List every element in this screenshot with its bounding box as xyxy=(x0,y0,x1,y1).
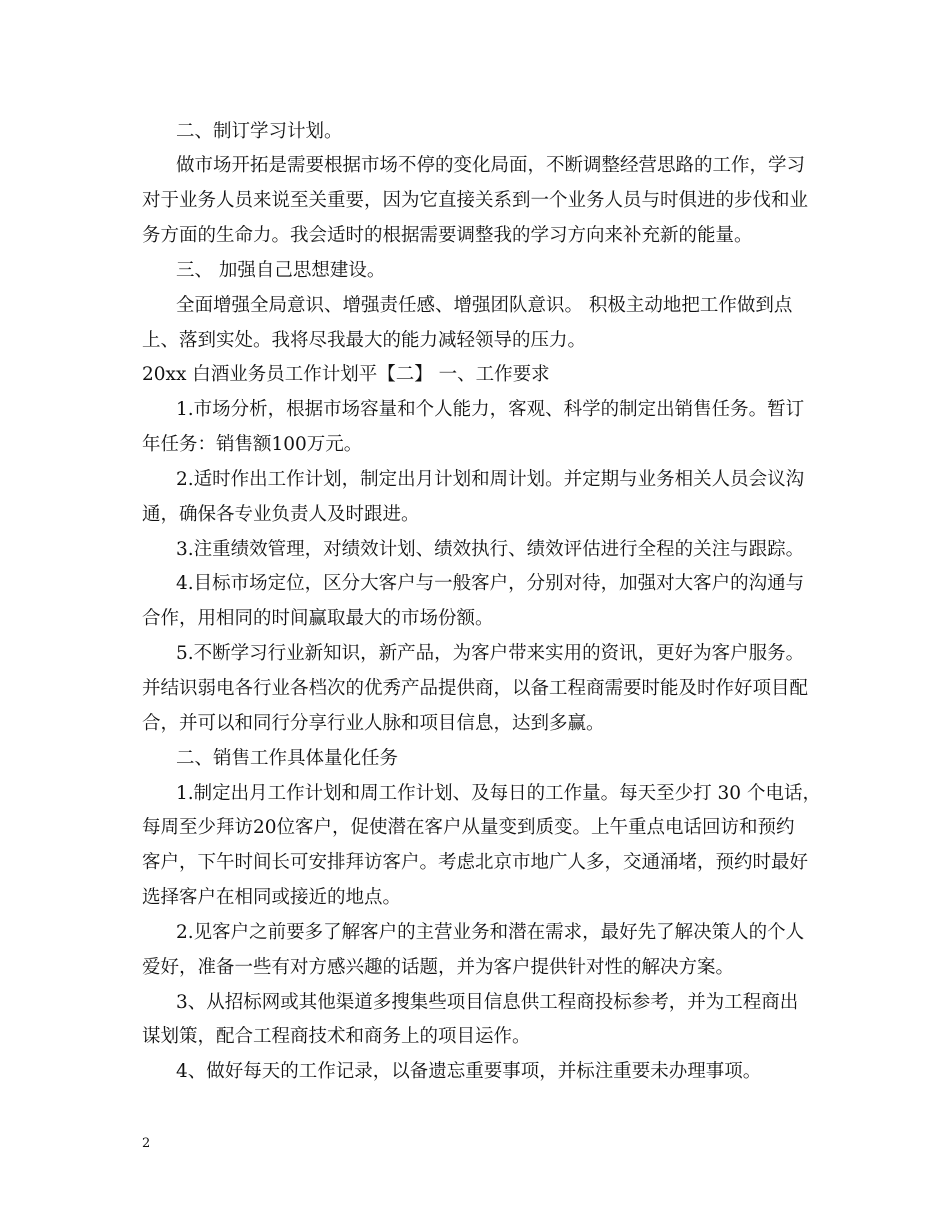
paragraph-line: 谋划策，配合工程商技术和商务上的项目运作。 xyxy=(142,1026,531,1047)
paragraph-line: 并结识弱电各行业各档次的优秀产品提供商，以备工程商需要时能及时作好项目配 xyxy=(142,678,809,699)
paragraph-line: 1.制定出月工作计划和周工作计划、及每日的工作量。每天至少打 30 个电话， xyxy=(176,783,821,804)
paragraph-line: 1.市场分析，根据市场容量和个人能力，客观、科学的制定出销售任务。暂订 xyxy=(176,399,805,420)
paragraph-line: 合作，用相同的时间赢取最大的市场份额。 xyxy=(142,608,494,629)
paragraph-line: 4、做好每天的工作记录，以备遗忘重要事项，并标注重要未办理事项。 xyxy=(176,1061,762,1082)
paragraph-line: 务方面的生命力。我会适时的根据需要调整我的学习方向来补充新的能量。 xyxy=(142,225,753,246)
paragraph-line: 4.目标市场定位，区分大客户与一般客户，分别对待，加强对大客户的沟通与 xyxy=(176,573,805,594)
paragraph-line: 合，并可以和同行分享行业人脉和项目信息，达到多赢。 xyxy=(142,713,605,734)
paragraph-line: 2.适时作出工作计划，制定出月计划和周计划。并定期与业务相关人员会议沟 xyxy=(176,469,805,490)
paragraph-line: 3.注重绩效管理，对绩效计划、绩效执行、绩效评估进行全程的关注与跟踪。 xyxy=(176,539,805,560)
paragraph-line: 3、从招标网或其他渠道多搜集些项目信息供工程商投标参考，并为工程商出 xyxy=(176,992,799,1013)
paragraph-line: 三、 加强自己思想建设。 xyxy=(176,260,386,281)
paragraph-line: 二、销售工作具体量化任务 xyxy=(176,748,399,769)
paragraph-line: 每周至少拜访20位客户，促使潜在客户从量变到质变。上午重点电话回访和预约 xyxy=(142,817,795,838)
page-number: 2 xyxy=(142,1136,151,1151)
paragraph-line: 客户，下午时间长可安排拜访客户。考虑北京市地广人多，交通涌堵，预约时最好 xyxy=(142,852,809,873)
paragraph-line: 选择客户在相同或接近的地点。 xyxy=(142,887,402,908)
paragraph-line: 全面增强全局意识、增强责任感、增强团队意识。 积极主动地把工作做到点 xyxy=(176,295,793,316)
paragraph-line: 通，确保各专业负责人及时跟进。 xyxy=(142,504,420,525)
paragraph-line: 上、落到实处。我将尽我最大的能力减轻领导的压力。 xyxy=(142,330,587,351)
paragraph-line: 爱好，准备一些有对方感兴趣的话题，并为客户提供针对性的解决方案。 xyxy=(142,957,735,978)
paragraph-line: 做市场开拓是需要根据市场不停的变化局面，不断调整经营思路的工作，学习 xyxy=(176,155,806,176)
paragraph-line: 年任务：销售额100万元。 xyxy=(142,434,363,455)
paragraph-line: 2.见客户之前要多了解客户的主营业务和潜在需求，最好先了解决策人的个人 xyxy=(176,922,805,943)
paragraph-line: 对于业务人员来说至关重要，因为它直接关系到一个业务人员与时俱进的步伐和业 xyxy=(142,190,809,211)
paragraph-line: 20xx 白酒业务员工作计划平【二】 一、工作要求 xyxy=(142,364,550,385)
paragraph-line: 5.不断学习行业新知识，新产品，为客户带来实用的资讯，更好为客户服务。 xyxy=(176,643,805,664)
paragraph-line: 二、制订学习计划。 xyxy=(176,121,343,142)
